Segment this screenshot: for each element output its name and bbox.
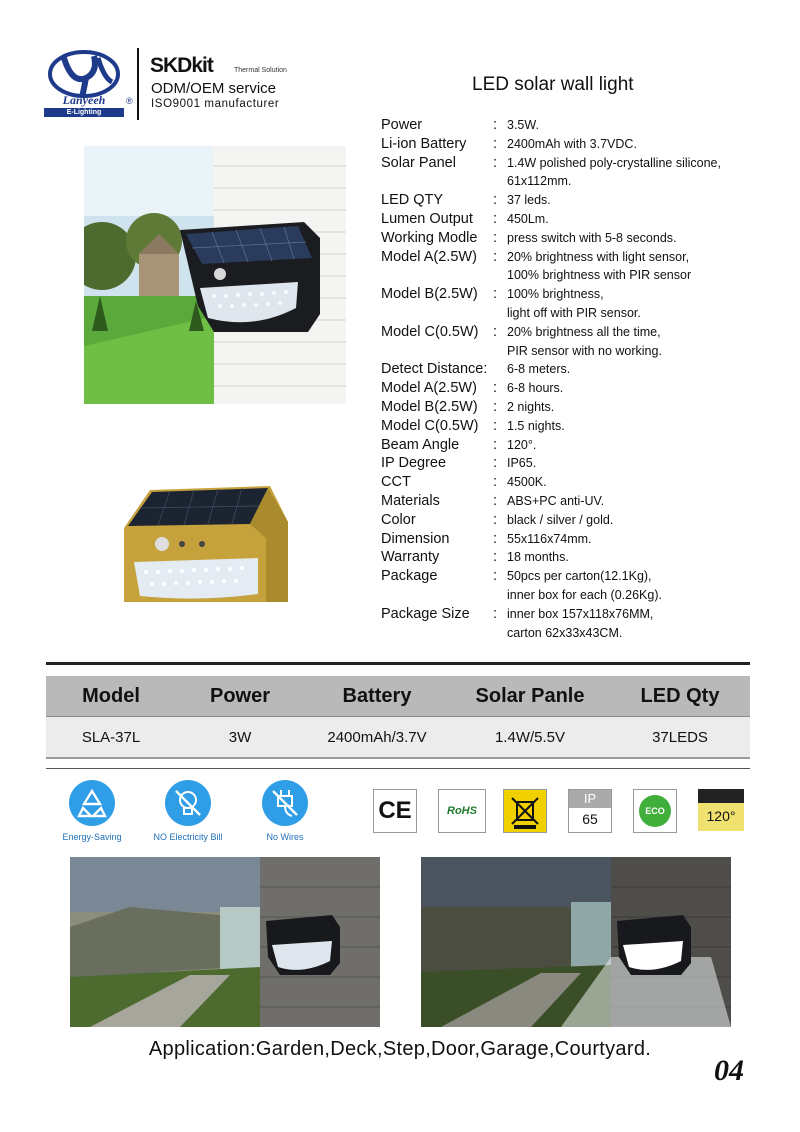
spec-value-line: 4500K. — [507, 475, 547, 490]
model-table — [46, 676, 750, 760]
feature-caption: No Wires — [266, 832, 304, 842]
spec-value — [507, 605, 781, 643]
rohs-label: RoHS — [447, 805, 477, 817]
spec-value-line: 120°. — [507, 437, 537, 452]
spec-value — [507, 248, 781, 286]
spec-value-line: 450Lm. — [507, 211, 549, 226]
spec-colon: : — [493, 154, 498, 171]
spec-label: CCT — [381, 474, 411, 491]
spec-row — [381, 417, 781, 436]
recycle-icon — [69, 780, 115, 826]
spec-value — [507, 360, 781, 379]
spec-row — [381, 454, 781, 473]
spec-value-line: 6-8 hours. — [507, 381, 564, 396]
ip-label: IP — [569, 790, 611, 808]
spec-row — [381, 135, 781, 154]
spec-value — [507, 210, 781, 229]
spec-row — [381, 360, 781, 379]
spec-row — [381, 229, 781, 248]
page-number: 04 — [714, 1054, 744, 1087]
spec-row — [381, 154, 781, 192]
spec-row — [381, 285, 781, 323]
spec-value-line: 2400mAh with 3.7VDC. — [507, 136, 637, 151]
spec-value-line: 61x112mm. — [507, 174, 572, 189]
spec-colon: : — [493, 117, 498, 133]
spec-value-line: 55x116x74mm. — [507, 531, 592, 546]
spec-label: Power — [381, 117, 423, 133]
spec-value — [507, 323, 781, 361]
spec-value-line: 37 leds. — [507, 193, 551, 208]
odm-service: ODM/OEM service — [151, 80, 277, 97]
rohs-badge — [438, 789, 486, 833]
spec-row — [381, 605, 781, 643]
spec-value — [507, 398, 781, 417]
spec-value-line: light off with PIR sensor. — [507, 305, 641, 320]
skd-logo: SKDkit — [150, 54, 213, 77]
brand-name: Lanyeeh — [62, 93, 106, 107]
spec-colon: : — [493, 436, 498, 453]
spec-colon: : — [493, 286, 498, 303]
ip-value: 65 — [582, 811, 598, 827]
spec-value-line: carton 62x33x43CM. — [507, 625, 623, 640]
spec-value — [507, 436, 781, 455]
no-plug-icon — [262, 780, 308, 826]
spec-value-line: 3.5W. — [507, 118, 539, 132]
spec-list — [381, 116, 781, 642]
feature-caption: NO Electricity Bill — [153, 832, 223, 842]
spec-row — [381, 492, 781, 511]
spec-colon — [493, 360, 507, 379]
spec-colon: : — [493, 323, 498, 340]
spec-colon: : — [493, 192, 498, 209]
spec-label: Materials — [381, 492, 440, 509]
spec-label: Color — [381, 511, 416, 528]
th-battery: Battery — [342, 684, 412, 707]
spec-value-line: IP65. — [507, 456, 537, 471]
product-photo-black — [84, 146, 346, 404]
spec-colon: : — [493, 380, 498, 397]
spec-value-line: 20% brightness with light sensor, — [507, 249, 690, 264]
spec-value — [507, 154, 781, 192]
table-row — [46, 717, 750, 759]
spec-colon: : — [493, 210, 498, 227]
spec-label: LED QTY — [381, 192, 444, 209]
day-scene-photo — [70, 857, 380, 1027]
spec-value-line: ABS+PC anti-UV. — [507, 493, 605, 508]
feature-no-wires — [230, 780, 340, 842]
spec-value-line: 20% brightness all the time, — [507, 324, 661, 339]
spec-value-line: 100% brightness with PIR sensor — [507, 268, 692, 283]
spec-value-line: 1.4W polished poly-crystalline silicone, — [507, 155, 721, 170]
th-model: Model — [82, 684, 140, 707]
spec-row — [381, 511, 781, 530]
th-power: Power — [209, 684, 271, 707]
spec-colon: : — [493, 398, 498, 415]
beam-angle-label: 120° — [706, 808, 736, 824]
spec-colon: : — [493, 605, 498, 622]
spec-colon: : — [493, 492, 498, 509]
spec-colon: : — [493, 229, 498, 246]
spec-row — [381, 116, 781, 135]
spec-value-line: 1.5 nights. — [507, 418, 565, 433]
spec-row — [381, 379, 781, 398]
spec-colon: : — [493, 511, 498, 528]
spec-value — [507, 454, 781, 473]
weee-bin-icon — [503, 789, 547, 833]
spec-value-line: PIR sensor with no working. — [507, 343, 662, 358]
spec-value-line: 2 nights. — [507, 399, 555, 414]
spec-value — [507, 191, 781, 210]
spec-value-line: 100% brightness, — [507, 287, 604, 302]
spec-value — [507, 492, 781, 511]
spec-row — [381, 436, 781, 455]
spec-label: Solar Panel — [381, 154, 456, 171]
night-scene-photo — [421, 857, 731, 1027]
header-divider — [137, 48, 139, 120]
spec-value — [507, 116, 781, 135]
th-led-qty: LED Qty — [640, 684, 720, 707]
spec-label: Beam Angle — [381, 436, 460, 453]
td-power: 3W — [228, 728, 252, 746]
spec-row — [381, 548, 781, 567]
feature-caption: Energy-Saving — [62, 832, 122, 842]
spec-label: Working Modle — [381, 229, 478, 246]
td-led-qty: 37LEDS — [652, 728, 708, 746]
th-solar-panel: Solar Panle — [475, 684, 585, 707]
spec-row — [381, 567, 781, 605]
spec-label: Warranty — [381, 549, 440, 566]
no-bulb-icon — [165, 780, 211, 826]
spec-value — [507, 567, 781, 605]
spec-value — [507, 417, 781, 436]
spec-value — [507, 135, 781, 154]
ce-label: CE — [378, 797, 412, 824]
spec-value — [507, 473, 781, 492]
feature-no-electricity — [133, 780, 243, 842]
spec-label: Model B(2.5W) — [381, 286, 478, 303]
spec-value — [507, 379, 781, 398]
spec-colon: : — [493, 135, 498, 152]
spec-label: Model C(0.5W) — [381, 323, 479, 340]
spec-label: Model C(0.5W) — [381, 417, 479, 434]
spec-row — [381, 473, 781, 492]
spec-colon: : — [493, 455, 498, 472]
spec-colon: : — [493, 474, 498, 491]
spec-colon: : — [493, 530, 498, 547]
spec-label: Model B(2.5W) — [381, 398, 478, 415]
feature-energy-saving — [37, 780, 147, 842]
eco-badge — [633, 789, 677, 833]
spec-value — [507, 548, 781, 567]
spec-value — [507, 530, 781, 549]
td-battery: 2400mAh/3.7V — [327, 728, 427, 746]
spec-label: Lumen Output — [381, 210, 473, 227]
eco-icon: ECO — [639, 795, 671, 827]
spec-value-line: 50pcs per carton(12.1Kg), — [507, 569, 652, 584]
spec-label: Package Size — [381, 605, 470, 622]
table-bottom-rule — [46, 768, 750, 769]
spec-value-line: inner box for each (0.26Kg). — [507, 587, 662, 602]
spec-value — [507, 285, 781, 323]
spec-colon: : — [493, 248, 498, 265]
td-solar-panel: 1.4W/5.5V — [494, 728, 566, 746]
spec-row — [381, 248, 781, 286]
spec-label: IP Degree — [381, 455, 447, 472]
spec-row — [381, 210, 781, 229]
ce-badge — [373, 789, 417, 833]
spec-value — [507, 229, 781, 248]
spec-label: Detect Distance: — [381, 361, 488, 378]
spec-row — [381, 530, 781, 549]
lamp-icon — [698, 789, 744, 803]
spec-label: Model A(2.5W) — [381, 248, 477, 265]
skd-subtitle: Thermal Solution — [234, 67, 287, 74]
spec-value-line: 18 months. — [507, 550, 569, 565]
spec-colon: : — [493, 549, 498, 566]
spec-value-line: press switch with 5-8 seconds. — [507, 230, 677, 245]
spec-value — [507, 511, 781, 530]
spec-label: Li-ion Battery — [381, 135, 467, 152]
ip-badge — [568, 789, 612, 833]
spec-colon: : — [493, 417, 498, 434]
iso-text: ISO9001 manufacturer — [151, 98, 280, 110]
product-photo-gold — [110, 478, 290, 602]
spec-value-line: 6-8 meters. — [507, 362, 571, 377]
spec-colon: : — [493, 568, 498, 585]
spec-row — [381, 323, 781, 361]
registered-mark: ® — [126, 96, 133, 106]
table-top-rule — [46, 662, 750, 665]
spec-label: Package — [381, 568, 438, 585]
spec-row — [381, 398, 781, 417]
brand-tag: E-Lighting — [44, 108, 124, 117]
page-title: LED solar wall light — [472, 74, 634, 95]
application-line: Application:Garden,Deck,Step,Door,Garage,Courtyard. — [148, 1038, 652, 1060]
td-model: SLA-37L — [81, 728, 141, 746]
spec-value-line: inner box 157x118x76MM, — [507, 606, 654, 621]
spec-label: Model A(2.5W) — [381, 380, 477, 397]
spec-value-line: black / silver / gold. — [507, 512, 614, 527]
beam-angle-badge — [698, 789, 744, 831]
spec-row — [381, 191, 781, 210]
spec-label: Dimension — [381, 530, 450, 547]
table-header-row — [46, 676, 750, 717]
